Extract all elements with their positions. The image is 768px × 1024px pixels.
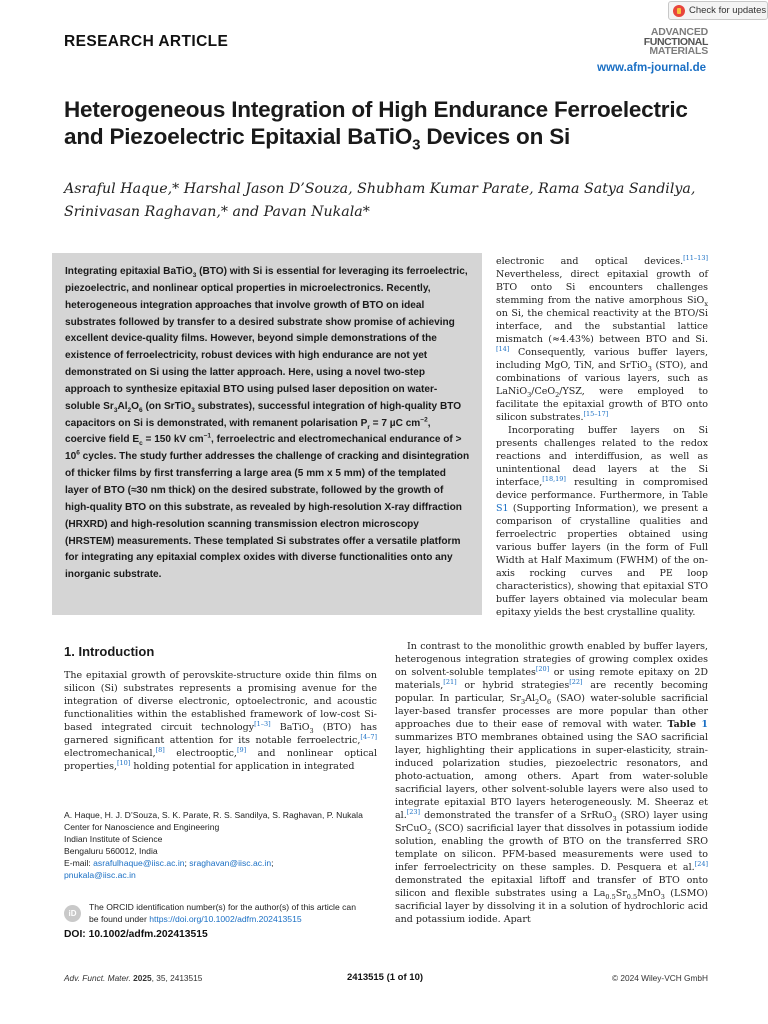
affiliation-names: A. Haque, H. J. D’Souza, S. K. Parate, R. S. Sandilya, S. Raghavan, P. Nukala <box>64 810 363 820</box>
author-affiliation <box>64 809 364 881</box>
authors-line-1: Asraful Haque,* Harshal Jason D’Souza, Shubham Kumar Parate, Rama Satya Sandilya, <box>64 181 696 197</box>
author-list <box>64 178 724 224</box>
logo-line-3: MATERIALS <box>649 45 708 57</box>
body-text-right-column: electronic and optical devices.[11–13] Nevertheless, direct epitaxial growth of BTO onto Si encounters challenges stemming from the native amorphous SiO$_x$ on Si, the chemical reactivity at the BTO/Si interface, and the substantial lattice mismatch (≈4.43%) between BTO and Si.[14] Consequently, various buffer layers, including MgO, TiN, and SrTiO$_3$ (STO), and combinations of various layers, such as LaNiO$_3$/CeO$_2$/YSZ, were employed to facilitate the epitaxial growth of BTO onto silicon substrates.[15–17] Incorporating buffer layers on Si presents challenges related to the redox reactions and interdiffusion, as well as unintentional dead layers at the Si interface,[18,19] resulting in compromised device performance. Furthermore, in Table S1 (Supporting Information), we present a comparison of crystalline qualities and ferroelectric properties obtained using various buffer layers (in the form of Full Width at Half Maximum (FWHM) of the on-axis rocking curves and PE loop characteristics), showing that epitaxial STO buffer layers obtained via molecular beam epitaxy yields the best crystalline quality. <box>496 253 708 618</box>
affiliation-institute: Indian Institute of Science <box>64 834 163 844</box>
footer-volume: , 35, 2413515 <box>151 973 203 983</box>
footer-journal-abbrev: Adv. Funct. Mater. <box>64 973 131 983</box>
title-text-end: Devices on Si <box>420 124 571 149</box>
footer-year: 2025 <box>133 973 152 983</box>
paper-title <box>64 96 714 154</box>
logo-line-2: FUNCTIONAL <box>643 35 708 48</box>
title-subscript: 3 <box>412 136 421 154</box>
body-text-left-column: The epitaxial growth of perovskite-structure oxide thin films on silicon (Si) substrates represents a promising avenue for the integration of diverse electronic, optoelectronic, and acoustic functionalities within the established framework of low-cost Si-based integrated circuit technology[1–3] BaTiO$_3$ (BTO) has garnered significant attention for its notable ferroelectric,[4–7] electromechanical,[8] electrooptic,[9] and nonlinear optical properties,[10] holding potential for application in integrated <box>64 670 378 772</box>
check-for-updates-label: Check for updates <box>689 5 767 16</box>
affiliation-emails: E-mail: asrafulhaque@iisc.ac.in; sraghavan@iisc.ac.in; pnukala@iisc.ac.in <box>64 858 274 880</box>
journal-url-link[interactable]: www.afm-journal.de <box>597 62 706 74</box>
footer-copyright: © 2024 Wiley-VCH GmbH <box>611 973 708 983</box>
body-text-lower-right: In contrast to the monolithic growth enabled by buffer layers, heterogenous integration strategies of growing complex oxides on solvent-soluble templates[20] or using remote epitaxy on 2D materials,[21] or hybrid strategies[22] are recently becoming popular. In particular, $Sr_3Al_2O_6$ (SAO) water-soluble sacrificial layer-based transfer processes are more popular than other approaches due to their ease of removal with water. Table 1 summarizes BTO membranes obtained using the SAO sacrificial layer, highlighting their applications in super-elasticity, strain-induced polarization studies, piezoelectric resonators, and photo-actuation, among others. Apart from water-soluble sacrificial layers, other solvent-soluble layers were also used to integrate epitaxial BTO layers heterogeneously. M. Sheeraz et al.[23] demonstrated the transfer of a SrRuO$_3$ (SRO) layer using SrCuO$_2$ (SCO) sacrificial layer that dissolves in potassium iodide solution, enabling the growth of BTO on the transferred SRO template on silicon. PFM-based measurements were used to infer ferroelectricity on these samples. D. Pesquera et al.[24] demonstrated the epitaxial liftoff and transfer of BTO onto silicon and flexible substrates using a $La_{0.5}Sr_{0.5}MnO_3$ (LSMO) sacrificial layer by dissolving it in a solution of hydrochloric acid and potassium iodide. Apart <box>395 641 709 925</box>
update-badge-icon <box>673 5 685 17</box>
orcid-doi-link[interactable]: https://doi.org/10.1002/adfm.202413515 <box>149 914 302 924</box>
section-label: RESEARCH ARTICLE <box>64 33 229 50</box>
affiliation-center: Center for Nanoscience and Engineering <box>64 822 220 832</box>
email-label: E-mail: <box>64 858 94 868</box>
journal-logo <box>624 28 708 57</box>
email-link-raghavan[interactable]: sraghavan@iisc.ac.in <box>189 858 272 868</box>
title-text: Heterogeneous Integration of High Endurance Ferroelectric and Piezoelectric Epitaxial BaTiO <box>64 97 688 149</box>
email-link-haque[interactable]: asrafulhaque@iisc.ac.in <box>93 858 185 868</box>
affiliation-city: Bengaluru 560012, India <box>64 846 158 856</box>
doi-line: DOI: 10.1002/adfm.202413515 <box>64 929 208 940</box>
email-link-nukala[interactable]: pnukala@iisc.ac.in <box>64 870 136 880</box>
orcid-note-text: The ORCID identification number(s) for the author(s) of this article can be found under <box>89 902 356 924</box>
logo-line-1: ADVANCED <box>650 26 708 38</box>
abstract-box: Integrating epitaxial BaTiO$_3$ (BTO) with Si is essential for leveraging its ferroelectric, piezoelectric, and nonlinear optical properties in microelectronics. Recently, heterogeneous integration approaches that involve growth of BTO on ideal substrates followed by transfer to a desired substrate show promise of achieving excellent device-quality films. However, beyond simple demonstrations of the existence of ferroelectricity, robust devices with high endurance are not yet demonstrated on Si using the latter approach. Here, using a novel two-step approach to synthesize epitaxial BTO using pulsed laser deposition on water-soluble $Sr_3Al_2O_6$ (on SrTiO$_3$ substrates), successful integration of high-quality BTO capacitors on Si is demonstrated, with remanent polarisation $P_r = 7$ µC $cm^{-2}$, coercive field $E_c = 150$ kV $cm^{-1}$, ferroelectric and electromechanical endurance of > $10^6$ cycles. The study further addresses the challenge of cracking and disintegration of thicker films by first transferring a large area (5 mm x 5 mm) of the templated layer of BTO (≈30 nm thick) on the desired substrate, followed by the growth of high-quality BTO on this substrate, as revealed by high-resolution X-ray diffraction (HRXRD) and high-resolution scanning transmission electron microscopy (HRSTEM) measurements. These templated Si substrates offer a versatile platform for integrating any epitaxial complex oxides with diverse functionalities onto any inorganic substrate. <box>52 253 482 615</box>
orcid-note <box>89 901 359 925</box>
authors-line-2: Srinivasan Raghavan,* and Pavan Nukala* <box>64 204 370 220</box>
check-for-updates-button[interactable] <box>668 1 768 20</box>
section-heading-introduction: 1. Introduction <box>64 644 155 659</box>
footer-citation <box>64 973 202 983</box>
footer-page-number: 2413515 (1 of 10) <box>346 972 424 983</box>
orcid-icon: iD <box>64 905 81 922</box>
